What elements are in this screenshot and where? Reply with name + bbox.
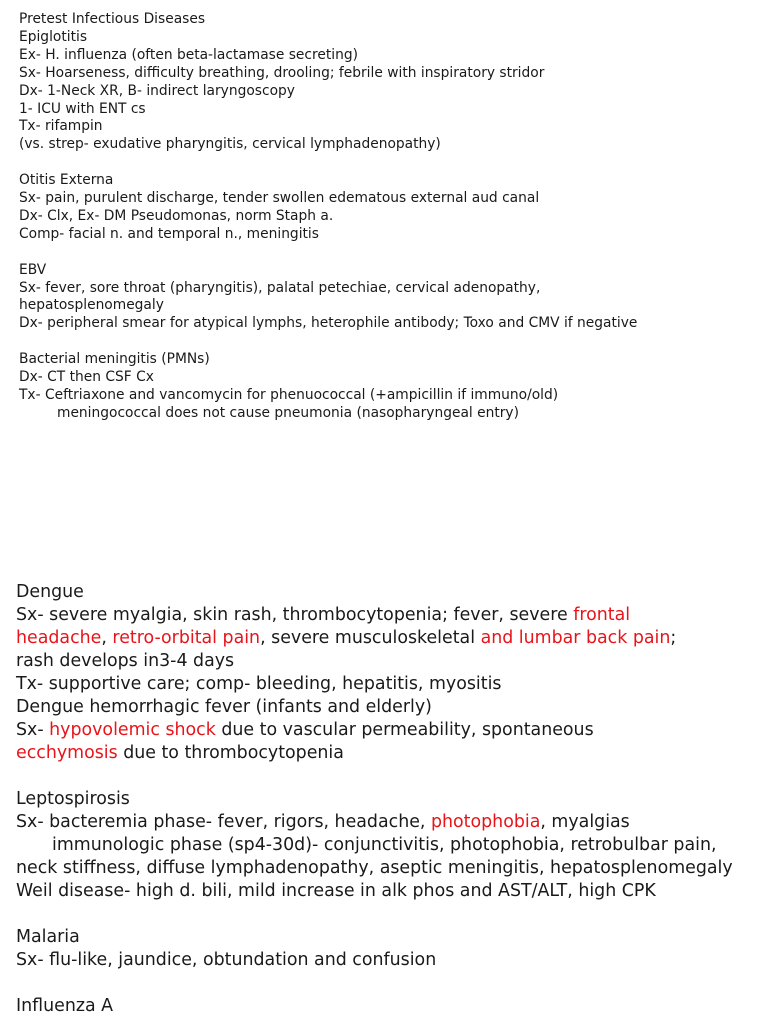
lepto-immunologic-text: immunologic phase (sp4-30d)- conjunctivitis, photophobia, retrobulbar pain, neck stiffness, diffuse lymphadenopathy, aseptic meningitis, hepatosplenomegaly [16,835,733,878]
otitis-sx: Sx- pain, purulent discharge, tender swollen edematous external aud canal [19,190,540,207]
ebv-sx: Sx- fever, sore throat (pharyngitis), palatal petechiae, cervical adenopathy, hepatosplenomegaly [19,279,545,314]
otitis-dx: Dx- Clx, Ex- DM Pseudomonas, norm Staph a. [19,207,334,224]
ebv-dx: Dx- peripheral smear for atypical lymphs, heterophile antibody; Toxo and CMV if negative [19,315,638,332]
dengue-dhf-sx [16,719,676,765]
dengue-sx-frontal-headache: frontal headache [16,605,636,648]
epiglotitis-vs: (vs. strep- exudative pharyngitis, cervical lymphadenopathy) [19,136,441,153]
dengue-hypovolemic-shock: hypovolemic shock [49,720,216,740]
epiglotitis-dx: Dx- 1-Neck XR, B- indirect laryngoscopy [19,82,295,99]
lepto-heading: Leptospirosis [16,789,130,809]
dengue-ecchymosis: ecchymosis [16,743,118,763]
epiglotitis-icu: 1- ICU with ENT cs [19,100,146,117]
lepto-weil-disease: Weil disease- high d. bili, mild increase in alk phos and AST/ALT, high CPK [16,881,656,901]
dengue-dhf-sx-text: Sx- [16,720,50,740]
cutoff-heading: Influenza A [16,996,114,1016]
lepto-immunologic-phase [16,834,756,880]
spacer [19,244,749,262]
lepto-sx-text: , myalgias [540,812,630,832]
dengue-hemorrhagic-fever: Dengue hemorrhagic fever (infants and elderly) [16,697,432,717]
spacer [16,972,756,995]
dengue-sx-retro-orbital-pain: retro-orbital pain [112,628,261,648]
otitis-heading: Otitis Externa [19,172,114,189]
lepto-sx-text: Sx- bacteremia phase- fever, rigors, headache, [16,812,431,832]
notes-section-small [19,11,749,423]
lepto-sx [16,811,756,834]
spacer [19,333,749,351]
document-title: Pretest Infectious Diseases [19,11,206,27]
dengue-sx-lumbar-back-pain: and lumbar back pain [480,628,671,648]
meningitis-dx: Dx- CT then CSF Cx [19,369,154,386]
dengue-sx-text: , severe musculoskeletal [260,628,481,648]
dengue-sx [16,604,716,673]
epiglotitis-ex: Ex- H. influenza (often beta-lactamase secreting) [19,46,358,63]
spacer [19,154,749,172]
lepto-photophobia: photophobia [430,812,541,832]
spacer [16,765,756,788]
meningitis-tx: Tx- Ceftriaxone and vancomycin for phenuococcal (+ampicillin if immuno/old) [19,386,559,403]
malaria-sx: Sx- flu-like, jaundice, obtundation and confusion [16,950,437,970]
meningitis-note: meningococcal does not cause pneumonia (nasopharyngeal entry) [57,404,519,421]
malaria-heading: Malaria [16,927,80,947]
epiglotitis-heading: Epiglotitis [19,28,88,45]
dengue-tx: Tx- supportive care; comp- bleeding, hepatitis, myositis [16,674,502,694]
dengue-sx-text: Sx- severe myalgia, skin rash, thrombocytopenia; fever, severe [16,605,574,625]
dengue-dhf-sx-text: due to vascular permeability, spontaneous [215,720,600,740]
epiglotitis-tx: Tx- rifampin [19,118,103,135]
notes-section-large [16,581,756,1018]
dengue-sx-text: , [101,628,113,648]
ebv-heading: EBV [19,261,47,278]
dengue-dhf-sx-text: due to thrombocytopenia [117,743,344,763]
epiglotitis-sx: Sx- Hoarseness, difficulty breathing, drooling; febrile with inspiratory stridor [19,64,545,81]
spacer [16,903,756,926]
meningitis-heading: Bacterial meningitis (PMNs) [19,351,210,368]
otitis-comp: Comp- facial n. and temporal n., meningitis [19,225,319,242]
dengue-heading: Dengue [16,582,84,602]
dengue-sx-text: ; rash develops in3-4 days [16,628,682,671]
